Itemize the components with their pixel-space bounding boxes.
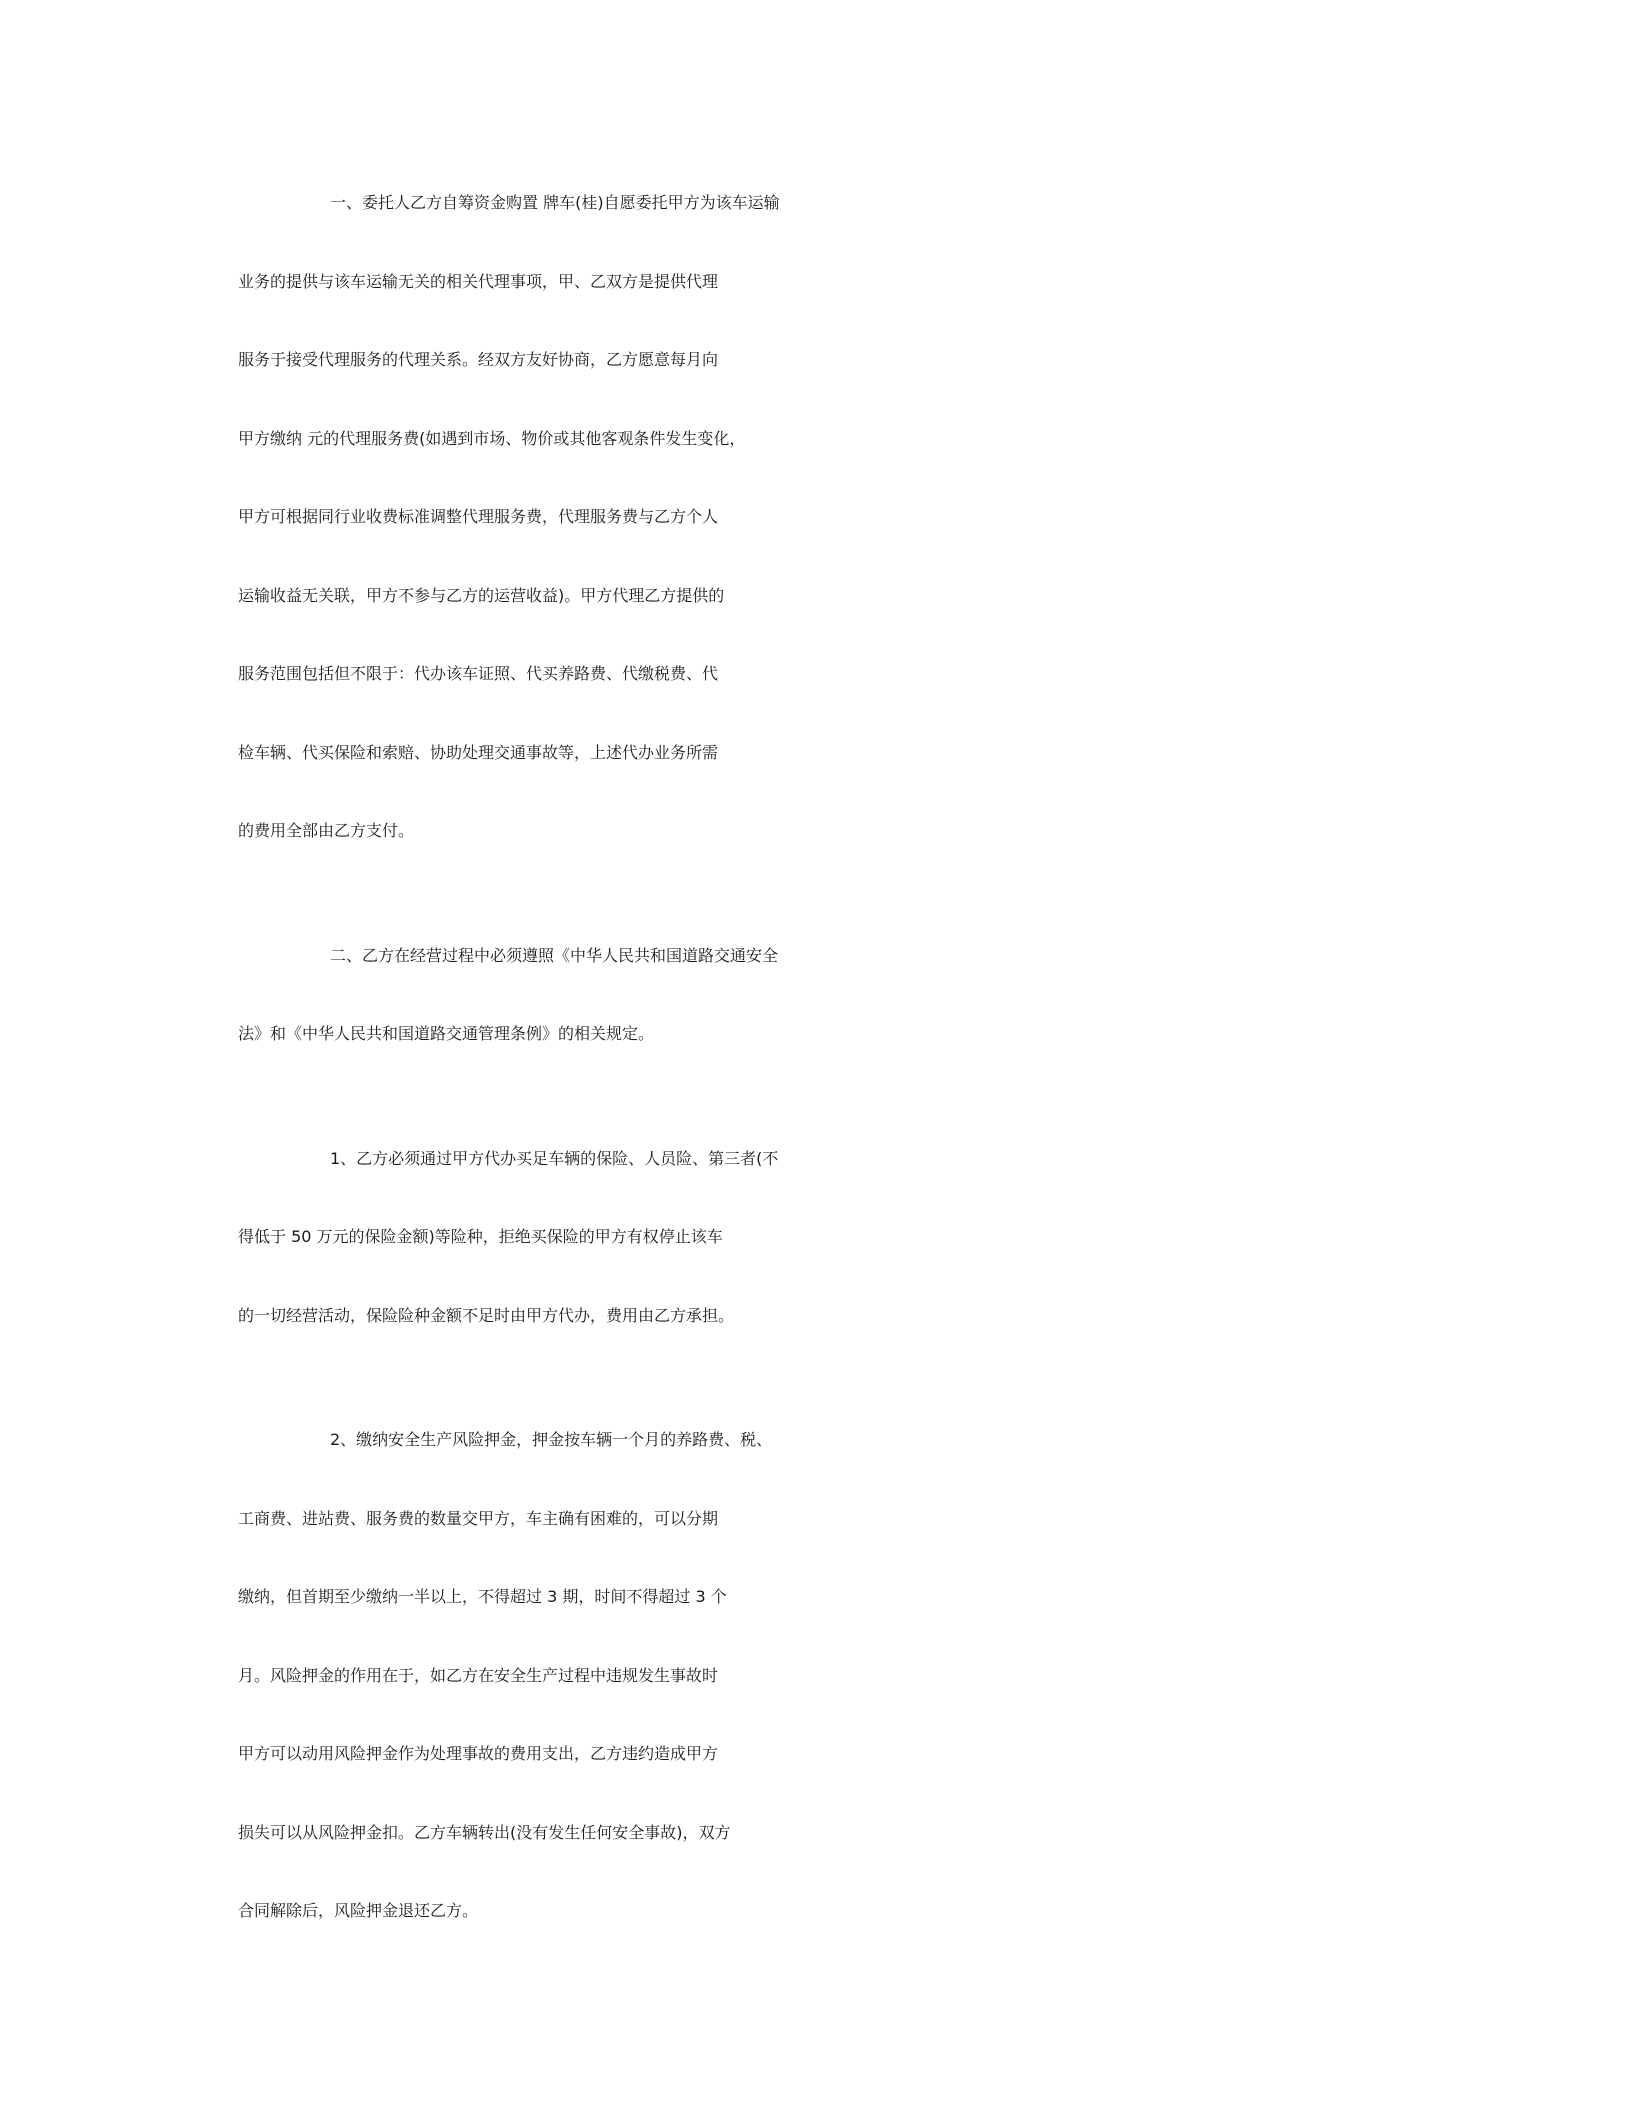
paragraph-spacer (238, 1381, 1398, 1427)
clause-2-2-paragraph (238, 1427, 1398, 1977)
clause-2-1-line: 1、乙方必须通过甲方代办买足车辆的保险、人员险、第三者(不 (330, 1148, 779, 1168)
clause-2-paragraph (238, 943, 1398, 1100)
clause-1-line: 的费用全部由乙方支付。 (238, 821, 415, 840)
clause-2-2-line: 损失可以从风险押金扣。乙方车辆转出(没有发生任何安全事故)，双方 (238, 1822, 731, 1842)
clause-2-line: 二、乙方在经营过程中必须遵照《中华人民共和国道路交通安全 (330, 945, 779, 965)
clause-2-line: 法》和《中华人民共和国道路交通管理条例》的相关规定。 (238, 1024, 655, 1043)
clause-1-paragraph (238, 190, 1398, 897)
clause-1-line: 甲方缴纳 元的代理服务费(如遇到市场、物价或其他客观条件发生变化， (238, 428, 746, 448)
clause-2-1-line: 的一切经营活动，保险险种金额不足时由甲方代办，费用由乙方承担。 (238, 1305, 735, 1325)
clause-1-line: 甲方可根据同行业收费标准调整代理服务费，代理服务费与乙方个人 (238, 507, 719, 526)
clause-1-line: 检车辆、代买保险和索赔、协助处理交通事故等，上述代办业务所需 (238, 742, 719, 762)
clause-2-1-paragraph (238, 1146, 1398, 1382)
clause-2-2-line: 2、缴纳安全生产风险押金，押金按车辆一个月的养路费、税、 (330, 1430, 773, 1449)
clause-1-line: 服务于接受代理服务的代理关系。经双方友好协商，乙方愿意每月向 (238, 350, 719, 369)
paragraph-spacer (238, 897, 1398, 943)
clause-2-2-line: 工商费、进站费、服务费的数量交甲方，车主确有困难的，可以分期 (238, 1508, 719, 1528)
clause-2-2-line: 月。风险押金的作用在于，如乙方在安全生产过程中违规发生事故时 (238, 1665, 719, 1685)
clause-2-1-line: 得低于 50 万元的保险金额)等险种，拒绝买保险的甲方有权停止该车 (238, 1227, 723, 1246)
clause-1-line: 业务的提供与该车运输无关的相关代理事项，甲、乙双方是提供代理 (238, 271, 719, 291)
clause-1-line: 服务范围包括但不限于：代办该车证照、代买养路费、代缴税费、代 (238, 664, 719, 683)
clause-2-2-line: 缴纳，但首期至少缴纳一半以上，不得超过 3 期，时间不得超过 3 个 (238, 1587, 727, 1606)
clause-2-2-line: 甲方可以动用风险押金作为处理事故的费用支出，乙方违约造成甲方 (238, 1744, 719, 1763)
clause-1-line: 一、委托人乙方自筹资金购置 牌车(桂)自愿委托甲方为该车运输 (330, 193, 780, 212)
clause-2-2-line: 合同解除后，风险押金退还乙方。 (238, 1901, 479, 1920)
document-body (238, 190, 1398, 1977)
clause-1-line: 运输收益无关联，甲方不参与乙方的运营收益)。甲方代理乙方提供的 (238, 585, 725, 605)
paragraph-spacer (238, 1100, 1398, 1146)
